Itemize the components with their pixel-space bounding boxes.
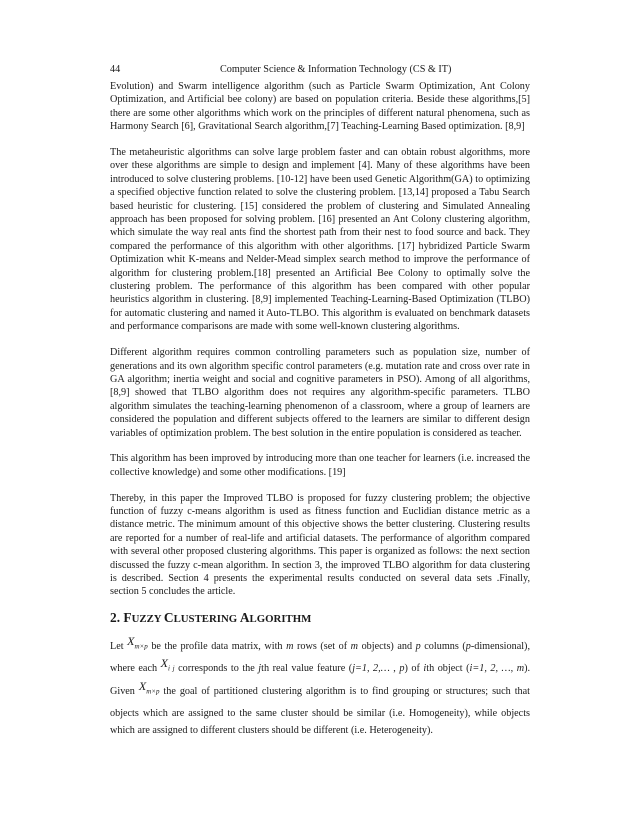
text-run: be the profile data matrix, with [147, 640, 287, 652]
running-title: Computer Science & Information Technology (CS & IT) [220, 64, 452, 75]
text-run: -dimensional), where each [110, 640, 530, 675]
body-text [110, 80, 530, 752]
matrix-symbol [127, 634, 148, 648]
final-paragraph [110, 633, 531, 740]
text-run: ) of [404, 663, 424, 675]
italic-var: j [258, 663, 262, 675]
paragraph: Thereby, in this paper the Improved TLBO is proposed for fuzzy clustering problem; the objective function of fuzzy c-means algorithm is used as fitness function and Euclidian distance metric as a distance metric. The minimum amount of this objective shows the better clustering. Clustering results are reported for a number of real-life and artificial datasets. The performance of algorithm compared with several other proposed clustering algorithms. This paper is organized as follows: the next section discussed the fuzzy c-mean algorithm. In section 3, the improved TLBO algorithm for data clustering is described. Section 4 presents the experimental results conducted on several data sets .Finally, section 5 concludes the article. [110, 492, 530, 598]
italic-var: i=1, 2, …, m [469, 663, 525, 675]
italic-var: m [286, 640, 294, 652]
section-heading [110, 611, 530, 626]
section-title-rest: LGORITHM [249, 613, 312, 626]
italic-var: p [465, 640, 471, 652]
paragraph: The metaheuristic algorithms can solve large problem faster and can obtain robust algorithms, more over these algorithms are simple to design and implement [4]. Many of these algorithms have been introduced to solve clustering problems. [10-12] have been used Genetic Algorithm(GA) to optimizing a specified objective function related to solve the clustering problem. [13,14] proposed a Tabu Search based heuristic for clustering. [15] considered the problem of clustering and Simulated Annealing approach has been proposed for solving problem. [16] presented an Ant Colony clustering algorithm, which simulate the way real ants find the shortest path from their nest to food source and back. They compared the performance of this algorithm with other algorithms. [17] hybridized Particle Swarm Optimization whit K-means and Nelder-Mead simplex search method to improve the performance of algorithm for clustering problem.[18] presented an Artificial Bee Colony to optimally solve the clustering problem. The performance of this algorithm has been compared with other popular heuristics algorithm in clustering. [8,9] implemented Teaching-Learning-Based Optimization (TLBO) for automatic clustering and named it Auto-TLBO. This algorithm is evaluated on benchmark datasets and performance comparisons are made with some well-known clustering algorithms. [110, 147, 530, 333]
text-run: rows (set of [293, 640, 351, 652]
section-title-cap: C [163, 610, 174, 626]
italic-var: j=1, 2,… [352, 663, 390, 675]
italic-var: p [399, 663, 405, 675]
symbol-subscript: m×p [134, 641, 148, 650]
italic-var: i [423, 663, 427, 675]
symbol-letter: X [160, 656, 168, 671]
text-run: ). Given [110, 663, 531, 698]
italic-var: m [350, 640, 359, 652]
text-run: , [389, 663, 400, 675]
symbol-letter: X [127, 633, 135, 648]
italic-var: p [415, 640, 421, 652]
text-run: the goal of partitioned clustering algorithm is to find grouping or structures; such that objects which are assigned to the same cluster should be similar (i.e. Homogeneity), while objects which are assigned to different clusters should be different (i.e. Heterogeneity). [110, 686, 530, 737]
section-title-cap: F [123, 610, 132, 626]
paragraph: This algorithm has been improved by introducing more than one teacher for learners (i.e. increased the collective knowledge) and some other modifications. [19] [110, 453, 530, 478]
text-run: th real value feature ( [261, 663, 353, 675]
section-title-rest: LUSTERING [173, 613, 240, 626]
section-title-rest: UZZY [131, 613, 164, 626]
section-number: 2. [110, 610, 121, 626]
text-run: th object ( [426, 663, 470, 675]
symbol-subscript: m×p [146, 687, 160, 696]
text-run: columns ( [420, 640, 466, 652]
paragraph: Evolution) and Swarm intelligence algorithm (such as Particle Swarm Optimization, Ant Colony Optimization, and Artificial bee colony) are based on population criteria. Beside these algorithms,[5] there are some other algorithms which work on the principles of different natural phenomena, such as Harmony Search [6], Gravitational Search algorithm,[7] Teaching-Learning Based optimization. [8,9] [110, 81, 530, 133]
text-run: objects) and [358, 640, 416, 652]
paragraph: Different algorithm requires common controlling parameters such as population size, number of generations and its own algorithm specific control parameters (e.g. mutation rate and cross over rate in GA algorithm; inertia weight and social and cognitive parameters in PSO). Among of all algorithms, [8,9] showed that TLBO algorithm does not requires any algorithm-specific parameters. TLBO algorithm simulates the teaching-learning phenomenon of a classroom, where a group of learners are considered the population and different subjects offered to the learners are similar to different design variables of optimization problem. The best solution in the entire population is considered as teacher. [110, 347, 530, 439]
section-title-cap: A [239, 610, 250, 626]
text-run: Let [110, 640, 128, 652]
text-run: corresponds to the [174, 663, 259, 675]
symbol-subscript: i j [167, 664, 175, 673]
matrix-symbol [138, 679, 160, 696]
page-number: 44 [110, 64, 121, 75]
element-symbol [160, 656, 175, 673]
symbol-letter: X [138, 679, 147, 694]
